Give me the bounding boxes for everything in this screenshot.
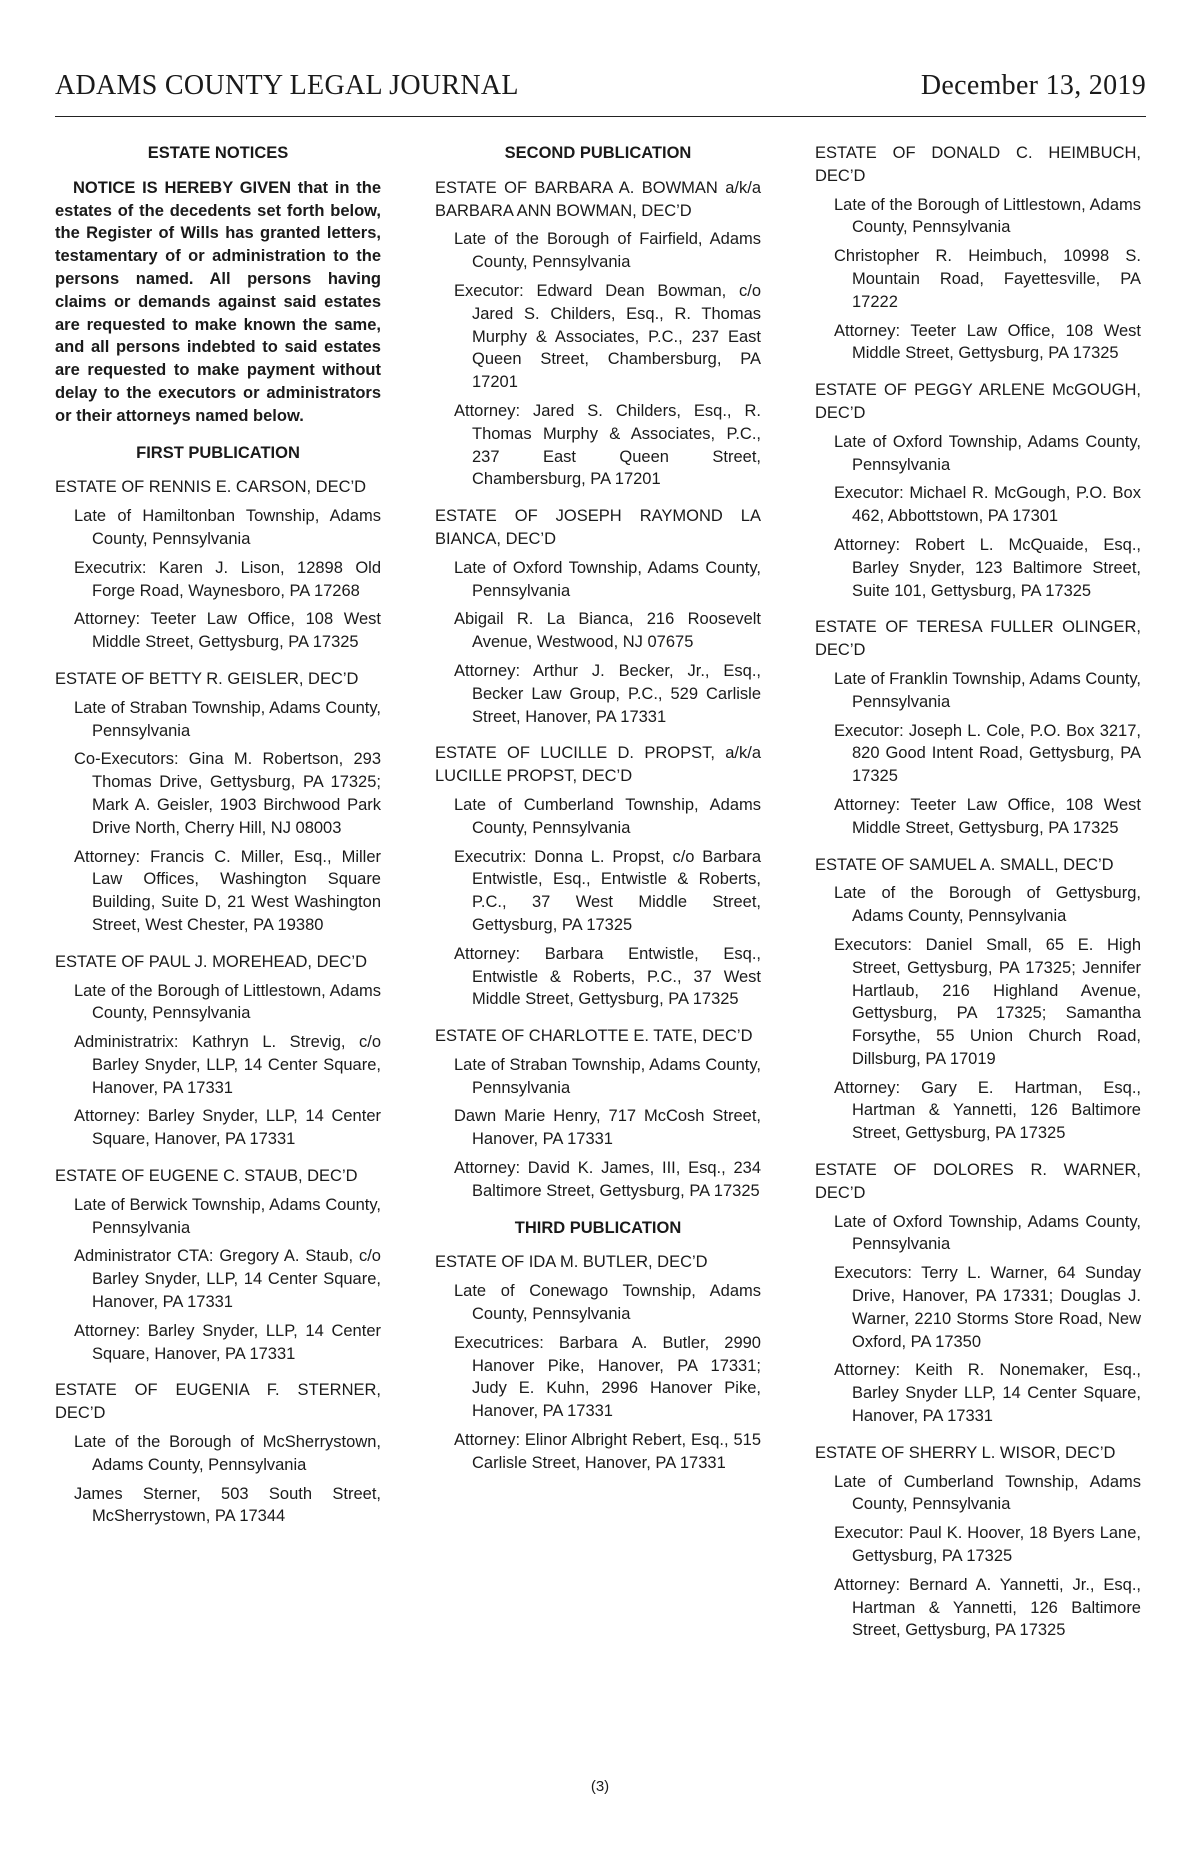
estate-title: ESTATE OF LUCILLE D. PROPST, a/k/a LUCILLE PROPST, DEC’D [435,744,761,786]
estate-detail: Attorney: Francis C. Miller, Esq., Miller Law Offices, Washington Square Building, Suite D, 21 West Washington Street, West Chester, PA 19380 [74,847,381,934]
estate-title: ESTATE OF RENNIS E. CARSON, DEC’D [55,478,367,497]
estate-detail: Attorney: Teeter Law Office, 108 West Middle Street, Gettysburg, PA 17325 [74,610,381,652]
estate-title: ESTATE OF IDA M. BUTLER, DEC’D [435,1253,708,1272]
estate-detail: Attorney: Barley Snyder, LLP, 14 Center Square, Hanover, PA 17331 [74,1321,381,1363]
estate-detail: Attorney: Gary E. Hartman, Esq., Hartman & Yannetti, 126 Baltimore Street, Gettysburg, PA 17325 [834,1078,1141,1143]
estate-detail: Executors: Daniel Small, 65 E. High Street, Gettysburg, PA 17325; Jennifer Hartlaub, 216 Highland Avenue, Gettysburg, PA 17325; Samantha Forsythe, 55 Union Church Road, Dillsburg, PA 17019 [834,935,1141,1068]
estate-detail: Attorney: David K. James, III, Esq., 234 Baltimore Street, Gettysburg, PA 17325 [454,1159,761,1200]
estate-detail: Late of the Borough of Fairfield, Adams County, Pennsylvania [454,230,761,272]
estate-detail: Executrices: Barbara A. Butler, 2990 Hanover Pike, Hanover, PA 17331; Judy E. Kuhn, 2996 Hanover Pike, Hanover, PA 17331 [454,1333,761,1421]
estate-title: ESTATE OF JOSEPH RAYMOND LA BIANCA, DEC’D [435,507,761,548]
estate-detail: Christopher R. Heimbuch, 10998 S. Mountain Road, Fayettesville, PA 17222 [834,247,1141,311]
estate-detail: Attorney: Teeter Law Office, 108 West Middle Street, Gettysburg, PA 17325 [834,321,1141,363]
estate-detail: Late of Oxford Township, Adams County, Pennsylvania [454,558,761,600]
estate-detail: Late of Hamiltonban Township, Adams County, Pennsylvania [74,507,381,548]
estate-title: ESTATE OF PEGGY ARLENE McGOUGH, DEC’D [815,381,1141,422]
estate-title: ESTATE OF PAUL J. MOREHEAD, DEC’D [55,952,368,971]
estate-detail: Administratrix: Kathryn L. Strevig, c/o Barley Snyder, LLP, 14 Center Square, Hanover, PA 17331 [74,1033,381,1097]
issue-date: December 13, 2019 [920,70,1146,101]
estate-detail: Executor: Paul K. Hoover, 18 Byers Lane, Gettysburg, PA 17325 [834,1524,1141,1566]
page-number: (3) [590,1778,610,1795]
estate-detail: Executor: Edward Dean Bowman, c/o Jared S. Childers, Esq., R. Thomas Murphy & Associates, P.C., 237 East Queen Street, Chambersburg, PA 17201 [454,281,761,392]
section-heading-estate-notices: ESTATE NOTICES [147,144,289,162]
estate-detail: Attorney: Barbara Entwistle, Esq., Entwistle & Roberts, P.C., 37 West Middle Street, Gettysburg, PA 17325 [454,944,761,1009]
estate-detail: Late of Oxford Township, Adams County, Pennsylvania [834,432,1141,474]
estate-detail: Executors: Terry L. Warner, 64 Sunday Drive, Hanover, PA 17331; Douglas J. Warner, 2210 Storms Store Road, New Oxford, PA 17350 [834,1264,1141,1351]
column-2 [435,142,761,1489]
estate-detail: Late of Straban Township, Adams County, Pennsylvania [74,698,381,740]
estate-title: ESTATE OF CHARLOTTE E. TATE, DEC’D [435,1027,753,1046]
estate-detail: Attorney: Barley Snyder, LLP, 14 Center Square, Hanover, PA 17331 [74,1107,381,1149]
estate-detail: Co-Executors: Gina M. Robertson, 293 Thomas Drive, Gettysburg, PA 17325; Mark A. Geisler, 1903 Birchwood Park Drive North, Cherry Hill, NJ 08003 [74,750,381,837]
estate-detail: Executrix: Donna L. Propst, c/o Barbara Entwistle, Esq., Entwistle & Roberts, P.C., 37 West Middle Street, Gettysburg, PA 17325 [454,847,761,934]
estate-detail: Late of Conewago Township, Adams County, Pennsylvania [454,1282,761,1324]
estate-detail: Late of Franklin Township, Adams County, Pennsylvania [834,669,1141,711]
estate-detail: Executor: Michael R. McGough, P.O. Box 462, Abbottstown, PA 17301 [834,484,1141,526]
journal-header [55,66,1146,117]
estate-detail: Late of Oxford Township, Adams County, Pennsylvania [834,1212,1141,1254]
estate-detail: Late of Cumberland Township, Adams County, Pennsylvania [454,795,761,837]
section-heading-third-publication: THIRD PUBLICATION [514,1218,682,1237]
estate-detail: Administrator CTA: Gregory A. Staub, c/o Barley Snyder, LLP, 14 Center Square, Hanover, PA 17331 [74,1247,381,1312]
estate-detail: Dawn Marie Henry, 717 McCosh Street, Hanover, PA 17331 [454,1107,761,1149]
estate-detail: Attorney: Robert L. McQuaide, Esq., Barley Snyder, 123 Baltimore Street, Suite 101, Gettysburg, PA 17325 [834,535,1141,600]
estate-detail: Attorney: Jared S. Childers, Esq., R. Thomas Murphy & Associates, P.C., 237 East Queen Street, Chambersburg, PA 17201 [454,401,761,489]
estate-detail: Executrix: Karen J. Lison, 12898 Old Forge Road, Waynesboro, PA 17268 [74,558,381,600]
estate-title: ESTATE OF SAMUEL A. SMALL, DEC’D [815,855,1114,874]
estate-detail: Attorney: Elinor Albright Rebert, Esq., 515 Carlisle Street, Hanover, PA 17331 [454,1431,761,1472]
estate-detail: Late of the Borough of Gettysburg, Adams County, Pennsylvania [834,884,1141,926]
estate-title: ESTATE OF BETTY R. GEISLER, DEC’D [55,669,359,688]
column-1 [55,142,381,1542]
estate-detail: James Sterner, 503 South Street, McSherrystown, PA 17344 [74,1484,381,1526]
estate-detail: Attorney: Bernard A. Yannetti, Jr., Esq., Hartman & Yannetti, 126 Baltimore Street, Gettysburg, PA 17325 [834,1575,1141,1640]
estate-title: ESTATE OF SHERRY L. WISOR, DEC’D [815,1443,1116,1462]
journal-title: ADAMS COUNTY LEGAL JOURNAL [55,70,519,101]
estate-title: ESTATE OF BARBARA A. BOWMAN a/k/a BARBARA ANN BOWMAN, DEC’D [435,178,761,220]
section-heading-first-publication: FIRST PUBLICATION [136,443,300,462]
estate-detail: Late of Cumberland Township, Adams County, Pennsylvania [834,1472,1141,1514]
estate-detail: Attorney: Arthur J. Becker, Jr., Esq., Becker Law Group, P.C., 529 Carlisle Street, Hanover, PA 17331 [454,661,761,726]
section-heading-second-publication: SECOND PUBLICATION [504,144,692,162]
estate-detail: Abigail R. La Bianca, 216 Roosevelt Avenue, Westwood, NJ 07675 [454,610,761,652]
estate-detail: Late of the Borough of Littlestown, Adams County, Pennsylvania [74,981,381,1023]
estate-detail: Late of the Borough of McSherrystown, Adams County, Pennsylvania [74,1433,381,1474]
estate-detail: Attorney: Keith R. Nonemaker, Esq., Barley Snyder LLP, 14 Center Square, Hanover, PA 17331 [834,1361,1141,1426]
estate-title: ESTATE OF EUGENE C. STAUB, DEC’D [55,1167,358,1186]
column-3 [815,142,1141,1656]
estate-detail: Executor: Joseph L. Cole, P.O. Box 3217, 820 Good Intent Road, Gettysburg, PA 17325 [834,721,1141,786]
estate-title: ESTATE OF TERESA FULLER OLINGER, DEC’D [815,618,1141,660]
estate-title: ESTATE OF DOLORES R. WARNER, DEC’D [815,1161,1141,1202]
estate-detail: Late of Berwick Township, Adams County, Pennsylvania [74,1195,381,1237]
notice-intro: NOTICE IS HEREBY GIVEN that in the estates of the decedents set forth below, the Register of Wills has granted letters, testamentary of or administration to the persons named. All persons having claims or demands against said estates are requested to make known the same, and all persons indebted to said estates are requested to make payment without delay to the executors or administrators or their attorneys named below. [55,178,381,425]
estate-detail: Late of the Borough of Littlestown, Adams County, Pennsylvania [834,195,1141,237]
estate-detail: Attorney: Teeter Law Office, 108 West Middle Street, Gettysburg, PA 17325 [834,795,1141,837]
estate-title: ESTATE OF DONALD C. HEIMBUCH, DEC’D [815,144,1141,185]
estate-detail: Late of Straban Township, Adams County, Pennsylvania [454,1055,761,1097]
estate-title: ESTATE OF EUGENIA F. STERNER, DEC’D [55,1381,381,1423]
